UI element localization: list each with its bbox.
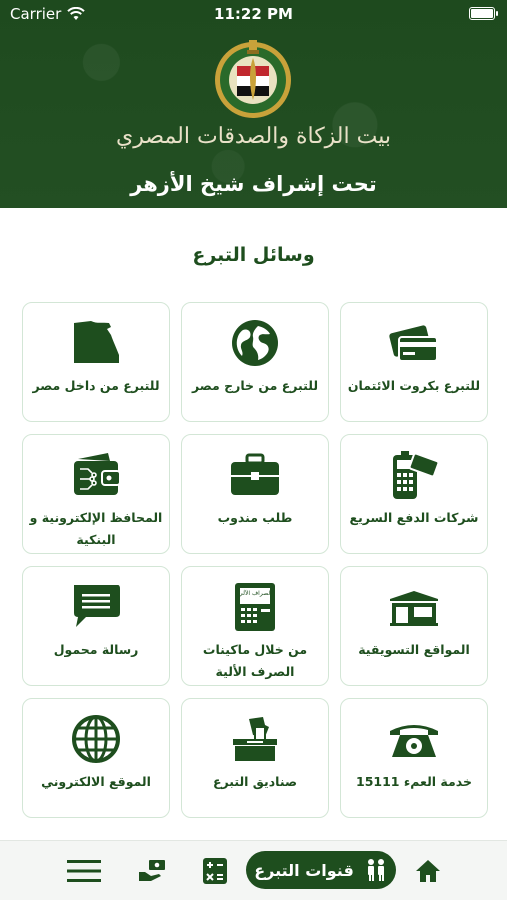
tile-label: رسالة محمول bbox=[53, 642, 139, 657]
battery-icon bbox=[469, 7, 495, 20]
tile-label: المواقع التسويقية bbox=[358, 642, 470, 657]
tile-website[interactable] bbox=[22, 698, 170, 818]
calligraphy-title: بيت الزكاة والصدقات المصري bbox=[116, 124, 391, 149]
wallet-icon bbox=[23, 449, 169, 501]
calculator-button[interactable] bbox=[202, 857, 228, 885]
credit-card-icon bbox=[341, 317, 487, 369]
supervision-text: تحت إشراف شيخ الأزهر bbox=[130, 172, 377, 196]
section-title: وسائل التبرع bbox=[192, 244, 315, 266]
egypt-map-icon bbox=[23, 317, 169, 369]
atm-screen-text: الصراف الآلي bbox=[238, 590, 272, 597]
home-icon bbox=[415, 859, 441, 883]
globe-icon bbox=[182, 317, 328, 369]
people-icon bbox=[364, 858, 388, 882]
ballot-box-icon bbox=[182, 713, 328, 765]
donate-hand-button[interactable] bbox=[136, 857, 168, 885]
tile-from-abroad[interactable] bbox=[181, 302, 329, 422]
calculator-icon bbox=[203, 858, 227, 884]
tile-label: للتبرع من داخل مصر bbox=[32, 378, 160, 393]
donation-methods-grid bbox=[20, 302, 488, 818]
tile-request-agent[interactable] bbox=[181, 434, 329, 554]
tile-label: الموقع الالكتروني bbox=[41, 774, 151, 789]
tile-label: للتبرع بكروت الائتمان bbox=[347, 378, 481, 393]
menu-button[interactable] bbox=[66, 857, 102, 885]
carrier-label: Carrier bbox=[10, 5, 62, 23]
tile-from-egypt[interactable] bbox=[22, 302, 170, 422]
tile-credit-cards[interactable] bbox=[340, 302, 488, 422]
home-button[interactable] bbox=[414, 857, 442, 885]
tile-label: للتبرع من خارج مصر bbox=[191, 378, 319, 393]
tile-label: المحافظ الإلكترونية و البنكية bbox=[29, 510, 163, 547]
tile-label: من خلال ماكينات الصرف الألية bbox=[202, 642, 308, 679]
store-icon bbox=[341, 581, 487, 633]
zakat-house-logo bbox=[211, 36, 295, 120]
tile-fast-payment[interactable] bbox=[340, 434, 488, 554]
world-wide-web-icon bbox=[23, 713, 169, 765]
tile-atm[interactable] bbox=[181, 566, 329, 686]
status-bar bbox=[0, 0, 507, 28]
status-time: 11:22 PM bbox=[214, 5, 293, 23]
tile-label: خدمة العمء 15111 bbox=[356, 774, 472, 789]
donation-channels-button[interactable] bbox=[246, 851, 396, 889]
menu-icon bbox=[67, 859, 101, 883]
telephone-icon bbox=[341, 713, 487, 765]
tile-retail-outlets[interactable] bbox=[340, 566, 488, 686]
bottom-nav bbox=[0, 840, 507, 900]
header-banner bbox=[0, 0, 507, 208]
donation-channels-label: قنوات التبرع bbox=[254, 860, 354, 880]
tile-donation-boxes[interactable] bbox=[181, 698, 329, 818]
atm-icon bbox=[182, 581, 328, 633]
tile-label: شركات الدفع السريع bbox=[349, 510, 479, 525]
tile-e-wallets[interactable] bbox=[22, 434, 170, 554]
briefcase-icon bbox=[182, 449, 328, 501]
tile-label: صناديق التبرع bbox=[212, 774, 298, 789]
payment-terminal-icon bbox=[341, 449, 487, 501]
hand-money-icon bbox=[137, 858, 167, 884]
message-icon bbox=[23, 581, 169, 633]
tile-customer-service[interactable] bbox=[340, 698, 488, 818]
tile-sms[interactable] bbox=[22, 566, 170, 686]
tile-label: طلب مندوب bbox=[217, 510, 293, 525]
